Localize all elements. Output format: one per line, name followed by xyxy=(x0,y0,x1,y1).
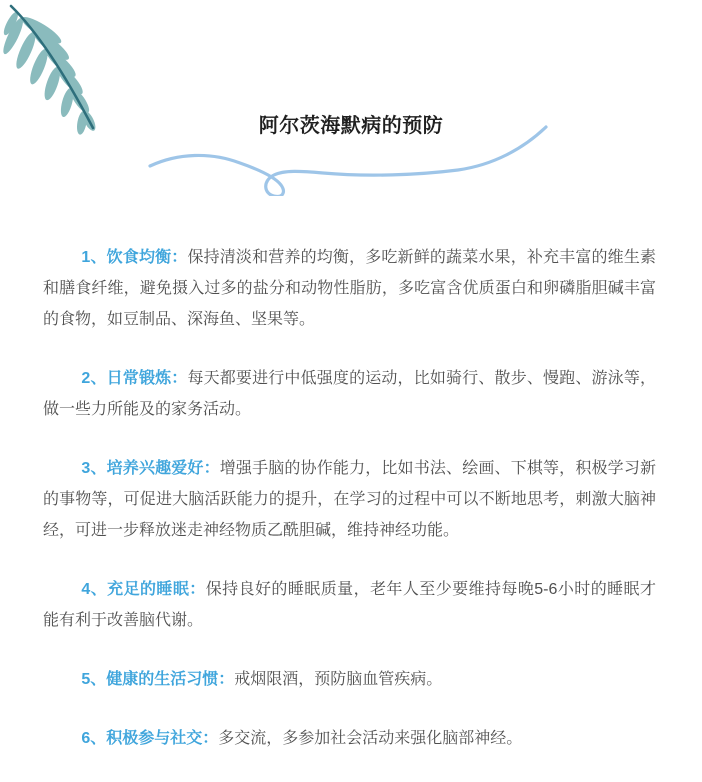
item-number-label: 6、积极参与社交： xyxy=(81,730,219,747)
prevention-item xyxy=(43,363,656,425)
item-text: 多交流，多参加社会活动来强化脑部神经。 xyxy=(218,730,523,747)
item-number-label: 2、日常锻炼： xyxy=(81,370,188,387)
item-number-label: 4、充足的睡眠： xyxy=(81,581,206,598)
prevention-item xyxy=(43,453,656,546)
item-text: 保持清淡和营养的均衡，多吃新鲜的蔬菜水果，补充丰富的维生素和膳食纤维，避免摄入过多的盐分和动物性脂肪，多吃富含优质蛋白和卵磷脂胆碱丰富的食物，如豆制品、深海鱼、坚果等。 xyxy=(43,249,656,328)
item-number-label: 1、饮食均衡： xyxy=(81,249,188,266)
page-title: 阿尔茨海默病的预防 xyxy=(258,115,444,137)
item-text: 保持良好的睡眠质量，老年人至少要维持每晚5-6小时的睡眠才能有利于改善脑代谢。 xyxy=(43,581,656,629)
article-body xyxy=(43,242,656,782)
item-text: 每天都要进行中低强度的运动，比如骑行、散步、慢跑、游泳等，做一些力所能及的家务活动。 xyxy=(43,370,656,418)
item-number-label: 5、健康的生活习惯： xyxy=(81,671,235,688)
prevention-item xyxy=(43,242,656,335)
item-text: 戒烟限酒，预防脑血管疾病。 xyxy=(234,671,443,688)
fern-stem xyxy=(11,6,93,128)
item-text: 增强手脑的协作能力，比如书法、绘画、下棋等，积极学习新的事物等，可促进大脑活跃能力的提升，在学习的过程中可以不断地思考，刺激大脑神经，可进一步释放迷走神经物质乙酰胆碱，维持神经功能。 xyxy=(43,460,656,539)
prevention-item xyxy=(43,574,656,636)
prevention-item xyxy=(43,723,656,754)
prevention-item xyxy=(43,664,656,695)
item-number-label: 3、培养兴趣爱好： xyxy=(81,460,220,477)
cursive-loop-swash-icon xyxy=(133,121,558,196)
